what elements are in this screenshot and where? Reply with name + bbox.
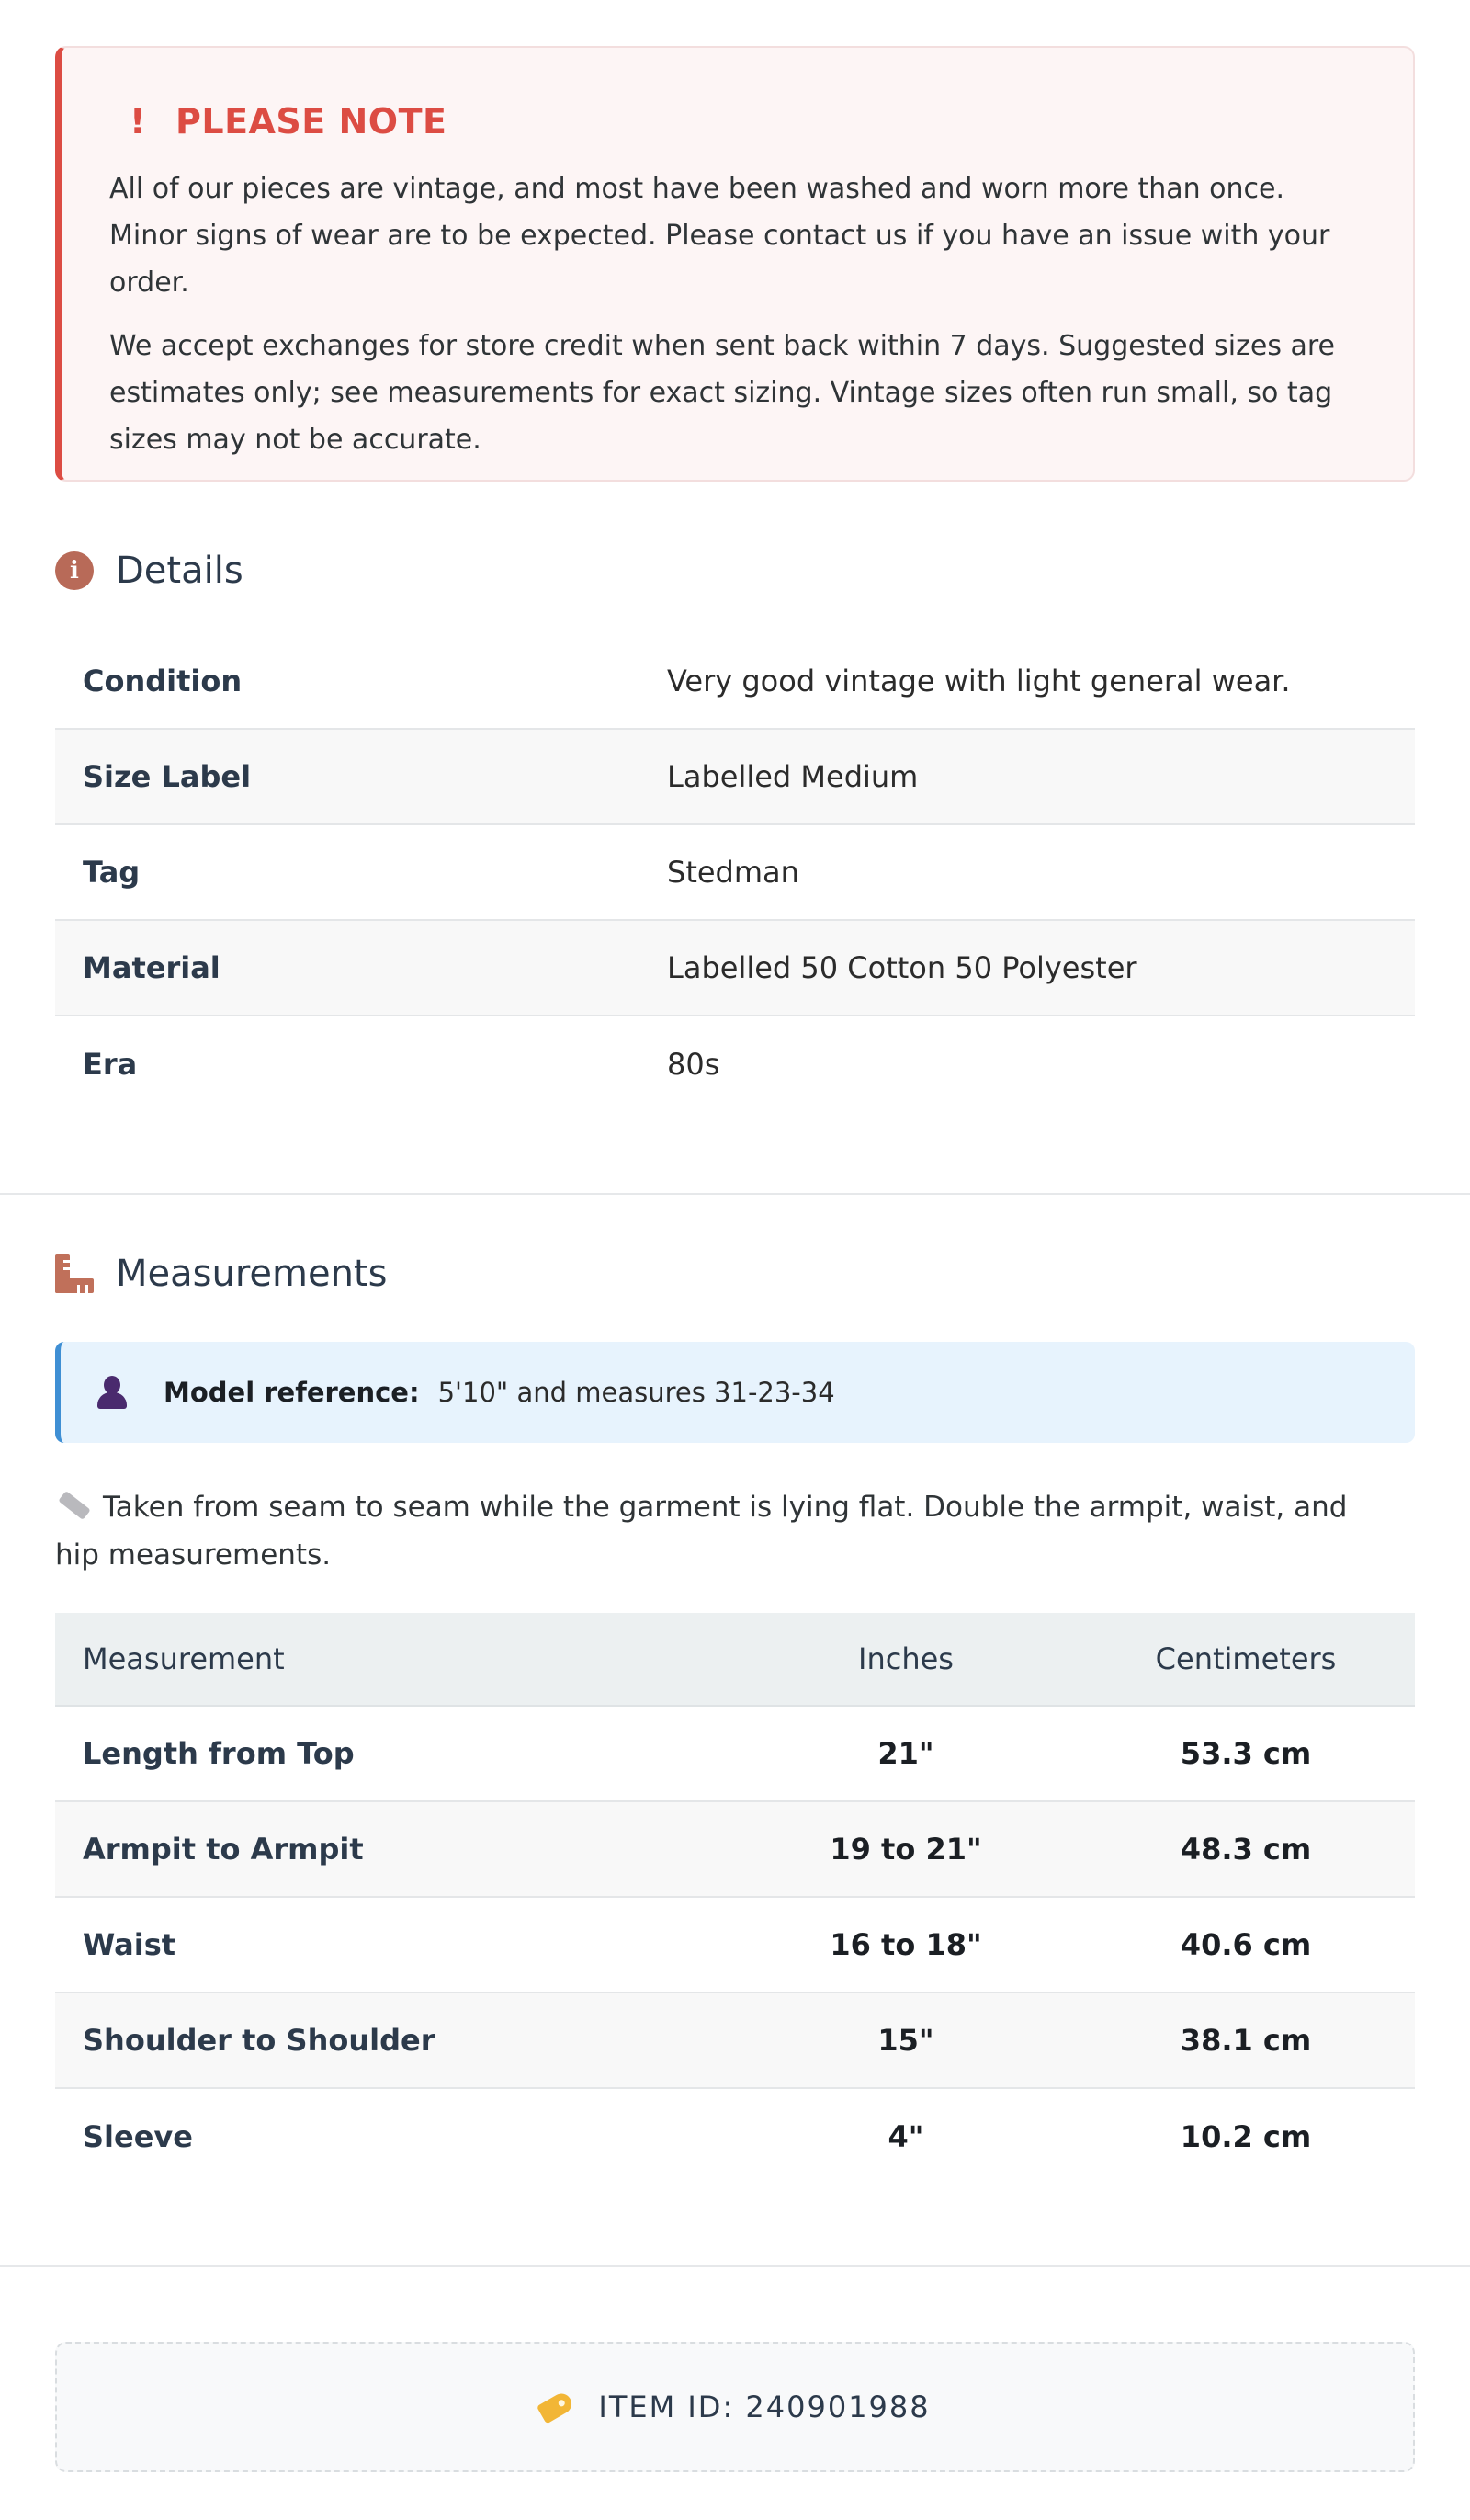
measurement-inches: 19 to 21" bbox=[830, 1832, 982, 1867]
details-title: Details bbox=[116, 550, 243, 592]
details-header bbox=[55, 550, 243, 592]
measurement-inches: 21" bbox=[877, 1736, 934, 1771]
details-value: Very good vintage with light general wear. bbox=[667, 664, 1291, 698]
table-row bbox=[55, 1898, 1415, 1993]
table-header bbox=[55, 1613, 1415, 1707]
column-header-inches: Inches bbox=[858, 1641, 954, 1676]
pencil-icon bbox=[58, 1491, 90, 1520]
details-value: Labelled 50 Cotton 50 Polyester bbox=[667, 950, 1137, 985]
measurement-name: Armpit to Armpit bbox=[83, 1832, 364, 1867]
measurement-inches: 15" bbox=[877, 2023, 934, 2058]
column-header-measurement: Measurement bbox=[83, 1641, 285, 1676]
table-row bbox=[55, 1707, 1415, 1802]
tag-icon bbox=[537, 2389, 575, 2424]
details-row bbox=[55, 921, 1415, 1016]
details-label: Tag bbox=[83, 855, 141, 890]
measurement-name: Length from Top bbox=[83, 1736, 355, 1771]
measurement-name: Waist bbox=[83, 1927, 176, 1962]
measurement-cm: 53.3 cm bbox=[1180, 1736, 1312, 1771]
notice-title: PLEASE NOTE bbox=[175, 101, 447, 142]
item-id-box bbox=[55, 2342, 1415, 2472]
table-row bbox=[55, 2089, 1415, 2185]
column-header-centimeters: Centimeters bbox=[1155, 1641, 1337, 1676]
model-reference-label: Model reference: bbox=[164, 1377, 420, 1408]
details-value: Labelled Medium bbox=[667, 759, 919, 794]
details-row bbox=[55, 730, 1415, 825]
measurement-cm: 10.2 cm bbox=[1180, 2119, 1312, 2154]
table-row bbox=[55, 1993, 1415, 2089]
notice-paragraph: We accept exchanges for store credit when sent back within 7 days. Suggested sizes are estimates only; see measurements for exact sizing. Vintage sizes often run small, so tag sizes may not be accurate. bbox=[109, 330, 1336, 456]
measurement-note-text: Taken from seam to seam while the garment is lying flat. Double the armpit, waist, and hip measurements. bbox=[55, 1491, 1348, 1572]
measurement-inches: 16 to 18" bbox=[830, 1927, 982, 1962]
model-reference-text: 5'10" and measures 31-23-34 bbox=[437, 1377, 835, 1408]
info-icon: i bbox=[55, 551, 94, 590]
measurement-cm: 40.6 cm bbox=[1180, 1927, 1312, 1962]
details-label: Era bbox=[83, 1047, 138, 1082]
section-divider bbox=[0, 2265, 1470, 2267]
measurement-note bbox=[55, 1483, 1396, 1579]
table-row bbox=[55, 1802, 1415, 1898]
details-table bbox=[55, 634, 1415, 1112]
details-label: Condition bbox=[83, 664, 243, 698]
details-row bbox=[55, 825, 1415, 921]
person-icon bbox=[96, 1374, 129, 1411]
details-value: Stedman bbox=[667, 855, 799, 890]
measurements-table bbox=[55, 1613, 1415, 2185]
notice-paragraph: All of our pieces are vintage, and most have been washed and worn more than once. Minor signs of wear are to be expected. Please contact us if you have an issue with your order. bbox=[109, 173, 1330, 299]
details-label: Size Label bbox=[83, 759, 252, 794]
details-row bbox=[55, 1016, 1415, 1112]
model-reference-box bbox=[55, 1342, 1415, 1443]
notice-header bbox=[109, 101, 1362, 142]
measurement-name: Shoulder to Shoulder bbox=[83, 2023, 435, 2058]
measurement-cm: 48.3 cm bbox=[1180, 1832, 1312, 1867]
measurement-name: Sleeve bbox=[83, 2119, 193, 2154]
exclamation-icon: ! bbox=[130, 101, 146, 142]
please-note-box bbox=[55, 46, 1415, 482]
item-id-text: ITEM ID: 240901988 bbox=[598, 2389, 931, 2424]
details-label: Material bbox=[83, 950, 220, 985]
measurement-cm: 38.1 cm bbox=[1180, 2023, 1312, 2058]
table-body bbox=[55, 1707, 1415, 2185]
details-value: 80s bbox=[667, 1047, 720, 1082]
details-row bbox=[55, 634, 1415, 730]
measurement-inches: 4" bbox=[888, 2119, 924, 2154]
ruler-icon bbox=[55, 1254, 94, 1293]
measurements-header bbox=[55, 1253, 387, 1295]
measurements-title: Measurements bbox=[116, 1253, 388, 1295]
section-divider bbox=[0, 1193, 1470, 1195]
